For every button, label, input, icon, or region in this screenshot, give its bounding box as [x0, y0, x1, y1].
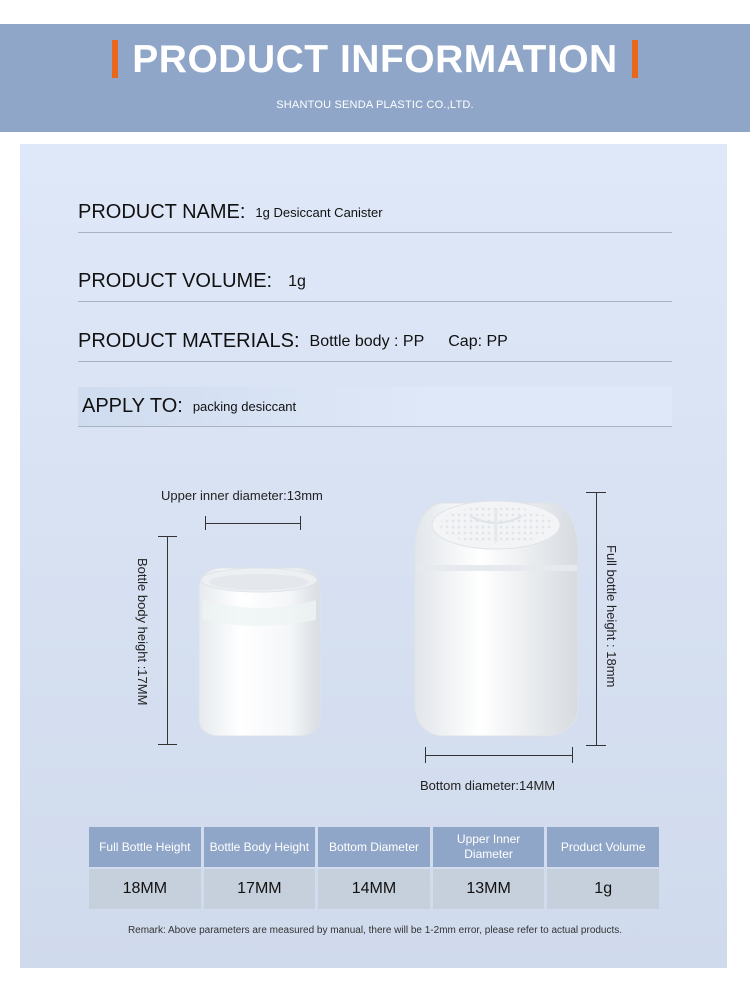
- product-name-label: PRODUCT NAME:: [78, 201, 246, 223]
- apply-to-row: [78, 387, 672, 427]
- body-height-tick-bottom: [158, 744, 177, 745]
- title-accent-left: [112, 40, 118, 78]
- product-volume-label: PRODUCT VOLUME:: [78, 270, 273, 292]
- upper-inner-diameter-label: Upper inner diameter:13mm: [161, 488, 323, 503]
- upper-diameter-tick-left: [205, 516, 206, 530]
- materials-body-value: Bottle body : PP: [309, 332, 425, 350]
- spec-table: [86, 825, 662, 911]
- spec-value-bottom-diameter: 14MM: [318, 869, 430, 909]
- full-height-tick-bottom: [586, 745, 606, 746]
- company-name: SHANTOU SENDA PLASTIC CO.,LTD.: [276, 99, 474, 111]
- spec-table-header-row: [89, 827, 659, 867]
- spec-value-product-volume: 1g: [547, 869, 659, 909]
- spec-value-upper-inner-diameter: 13MM: [433, 869, 545, 909]
- bottom-diameter-line: [425, 755, 573, 756]
- full-bottle-image: [415, 501, 578, 736]
- product-materials-label: PRODUCT MATERIALS:: [78, 330, 300, 352]
- body-height-label: Bottle body height :17MM: [135, 558, 150, 706]
- product-name-value: 1g Desiccant Canister: [255, 205, 383, 220]
- spec-header-bottom-diameter: Bottom Diameter: [318, 827, 430, 867]
- full-height-line: [596, 492, 597, 745]
- bottom-diameter-tick-right: [572, 747, 573, 763]
- product-illustration: [0, 470, 750, 770]
- upper-diameter-line: [206, 523, 300, 524]
- product-materials-row: [78, 322, 672, 362]
- apply-to-value: packing desiccant: [192, 399, 297, 414]
- spec-header-upper-inner-diameter: Upper Inner Diameter: [433, 827, 545, 867]
- body-height-tick-top: [158, 536, 177, 537]
- spec-header-body-height: Bottle Body Height: [204, 827, 316, 867]
- spec-value-body-height: 17MM: [204, 869, 316, 909]
- full-height-tick-top: [586, 492, 606, 493]
- spec-value-full-height: 18MM: [89, 869, 201, 909]
- upper-diameter-tick-right: [300, 516, 301, 530]
- product-volume-row: [78, 262, 672, 302]
- product-name-row: [78, 193, 672, 233]
- remark-text: Remark: Above parameters are measured by manual, there will be 1-2mm error, please refer to actual products.: [127, 925, 623, 936]
- bottom-diameter-label: Bottom diameter:14MM: [420, 778, 556, 793]
- bottom-diameter-tick-left: [425, 747, 426, 763]
- product-volume-value: 1g: [288, 272, 306, 290]
- body-height-line: [167, 536, 168, 744]
- page-title-text: PRODUCT INFORMATION: [132, 38, 618, 81]
- title-accent-right: [632, 40, 638, 78]
- apply-to-label: APPLY TO:: [82, 395, 183, 417]
- full-height-label: Full bottle height : 18mm: [604, 545, 619, 688]
- bottle-body-image: [199, 568, 320, 736]
- header-banner: [0, 24, 750, 132]
- materials-cap-value: Cap: PP: [448, 332, 508, 350]
- spec-header-full-height: Full Bottle Height: [89, 827, 201, 867]
- spec-header-product-volume: Product Volume: [547, 827, 659, 867]
- page-title: [0, 38, 750, 82]
- spec-table-value-row: [89, 869, 659, 909]
